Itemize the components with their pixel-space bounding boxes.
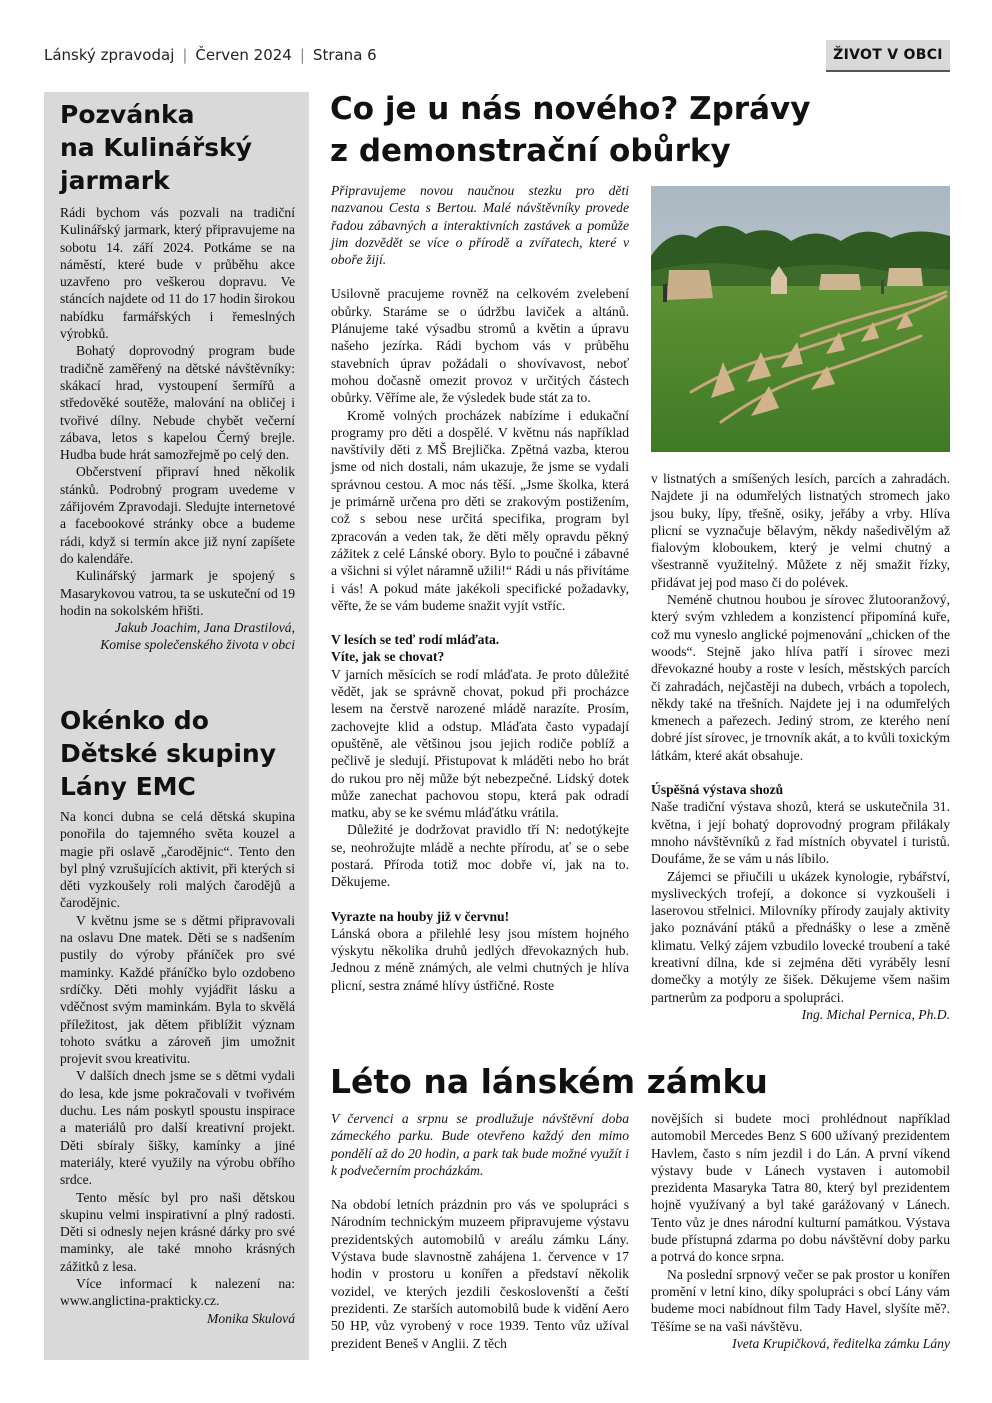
subheading: Víte, jak se chovat? xyxy=(331,649,445,665)
sidebar-article1-title xyxy=(60,98,252,197)
title-line: Lány EMC xyxy=(60,772,196,801)
zamek-column-left xyxy=(331,1110,629,1352)
title-line: z demonstrační obůrky xyxy=(330,133,731,169)
obora-article-title xyxy=(330,88,810,172)
paragraph: Kromě volných procházek nabízíme i edukační programy pro děti a dospělé. V květnu nás například navštívily děti z MŠ Brejlička. Zpětná vazba, kterou jsme od nich dostali, nám ukazuje, že jsme se vydali správnou cestou. A moc nás těší. „Jsme školka, která je primárně určena pro děti se zrakovým postižením, což s sebou nese určitá specifika, program byl zpracován a veden tak, že děti měly opravdu pěkný zážitek z celé Lánské obory. Bylo to poučné i zábavné a všichni si výlet náramně užili!“ Rádi u nás přivítáme i vás! A pokud máte jakékoli specifické požadavky, věřte, že se vám budeme snažit vyjít vstříc. xyxy=(331,407,629,613)
title-line: jarmark xyxy=(60,166,170,195)
paragraph: V jarních měsících se rodí mláďata. Je proto důležité vědět, jak se správně chovat, pokud při procházce lesem na čerstvě narozené mládě narazíte. Prosím, zachovejte klid a odstup. Mláďata často vypadají opuštěně, ale většinou jsou jejich rodiče poblíž a pečlivě je sledují. Přistupovat k mláděti nebo ho brát do rukou pro něj může být nebezpečné. Lidský dotek může zanechat pachovou stopu, která pak odradí matku, aby se ke svému mláďátku vrátila. xyxy=(331,666,629,821)
sidebar-article2-body xyxy=(60,808,295,1327)
paragraph: Důležité je dodržovat pravidlo tří N: nedotýkejte se, neohrožujte mládě a nechte přírodu, ať se o sebe postará. Příroda totiž moc dobře ví, jak na to. Děkujeme. xyxy=(331,822,629,890)
signature: Iveta Krupičková, ředitelka zámku Lány xyxy=(732,1335,950,1351)
sidebar-article1-body xyxy=(60,204,295,654)
paragraph: Naše tradiční výstava shozů, která se uskutečnila 31. května, i její bohatý doprovodný program přilákaly mnoho návštěvníků z řad místních obyvatel i turistů. Doufáme, že se vám u nás líbilo. xyxy=(651,799,950,867)
paragraph: Bohatý doprovodný program bude tradičně zaměřený na dětské návštěvníky: skákací hrad, vystoupení šermířů a středověké soutěže, malování na obličej i tvořivé dílny. Nebude chybět večerní zábava, letos s kapelou Černý brejle. Hudba bude hrát samozřejmě po celý den. xyxy=(60,343,295,463)
paragraph: Zájemci se přiučili u ukázek kynologie, rybářství, mysliveckých trofejí, a dokonce si vyzkoušeli i laserovou střelnici. Milovníky přírody zaujaly aktivity jako poznávání ptáků a přednášky o lese a změně klimatu. Velký zájem vzbudilo lovecké troubení a také kreativní dílna, kde si zejména děti vyráběly lesní domečky a motýly ze šišek. Děkujeme všem našim partnerům za podporu a spolupráci. xyxy=(651,868,950,1005)
obora-column-left xyxy=(331,182,629,994)
paragraph: Rádi bychom vás pozvali na tradiční Kulinářský jarmark, který připravujeme na sobotu 14. září 2024. Potkáme se na náměstí, které bude v průběhu akce uzavřeno pro veškerou dopravu. Ve stáncích najdete od 11 do 17 hodin širokou nabídku farmářských i řemeslných výrobků. xyxy=(60,205,295,342)
signature: Ing. Michal Pernica, Ph.D. xyxy=(801,1006,950,1022)
article-lead: Připravujeme novou naučnou stezku pro děti nazvanou Cesta s Bertou. Malé návštěvníky provede řadou zábavných a interaktivních zastávek a pomůže jim dozvědět se více o přírodě a zvířatech, které v oboře žijí. xyxy=(331,183,629,268)
title-line: Okénko do xyxy=(60,706,209,735)
section-label: ŽIVOT V OBCI xyxy=(826,40,950,72)
paragraph: Na poslední srpnový večer se pak prostor u konířen promění v letní kino, díky spolupráci s obcí Lány vám budeme moci nabídnout film Tady Havel, slyšíte mě?. Těšíme se na vaši návštěvu. xyxy=(651,1266,950,1334)
paragraph: Občerstvení připraví hned několik stánků. Podrobný program uvedeme v zářijovém Zpravodaji. Sledujte internetové a facebookové stránky obce a budeme rádi, když si termín akce již nyní zapíšete do kalendáře. xyxy=(60,464,295,566)
subheading: V lesích se teď rodí mláďata. xyxy=(331,632,500,648)
header-meta: Lánský zpravodaj | Červen 2024 | Strana 6 xyxy=(44,46,377,64)
title-line: na Kulinářský xyxy=(60,133,253,162)
paragraph: V dalších dnech jsme se s dětmi vydali do lesa, kde jsme pokračovali v tvořivém duchu. Les nám poskytl spoustu inspirace a materiálů pro další kreativní projekt. Děti sbíraly šišky, kamínky a jiné materiály, které využily na výrobu obřího srdce. xyxy=(60,1068,295,1188)
issue-date: Červen 2024 xyxy=(195,46,292,64)
paragraph: v listnatých a smíšených lesích, parcích a zahradách. Najdete ji na odumřelých listnatých stromech jako jsou buky, lípy, třešně, osiky, jeřáby a vrby. Hlíva plicní se vyznačuje bělavým, někdy našedivělým až fialovým kloboukem, který je velmi chutný a všestranně využitelný. Můžete z něj smažit řízky, přidávat jej pod maso či do polévek. xyxy=(651,471,950,590)
subheading: Vyrazte na houby již v červnu! xyxy=(331,908,510,924)
zamek-column-right xyxy=(651,1110,950,1352)
sidebar-box xyxy=(44,92,309,1360)
paragraph: Usilovně pracujeme rovněž na celkovém zvelebení obůrky. Staráme se o údržbu laviček a altánů. Plánujeme také výsadbu stromů a květin a úpravu našeho jezírka. Rádi bychom vás v průběhu stavebních úprav požádali o shovívavost, neboť mohou dočasně omezit provoz v určitých částech obůrky. Věříme ale, že výsledek bude stát za to. xyxy=(331,286,629,406)
article-lead: V červenci a srpnu se prodlužuje návštěvní doba zámeckého parku. Bude otevřeno každý den mimo pondělí až do 20 hodin, a park tak bude možné využít i k podvečerním procházkám. xyxy=(331,1111,629,1178)
sidebar-article2-title xyxy=(60,704,276,803)
page-number: Strana 6 xyxy=(312,46,377,64)
paragraph: Na období letních prázdnin pro vás ve spolupráci s Národním technickým muzeem připravujeme výstavu prezidentských automobilů v areálu zámku Lány. Výstava bude slavnostně zahájena 1. července v 17 hodin v prostoru u konířen a představí několik vozidel, ve kterých jezdili českoslovenští a čeští prezidenti. Ze starších automobilů bude k vidění Aero 50 HP, vůz vyrobený v roce 1939. Tento vůz užíval prezident Beneš v Anglii. Z těch xyxy=(331,1197,629,1351)
publication-name: Lánský zpravodaj xyxy=(44,46,175,64)
signature: Jakub Joachim, Jana Drastilová, xyxy=(114,620,295,636)
subheading: Úspěšná výstava shozů xyxy=(651,782,784,798)
paragraph: Na konci dubna se celá dětská skupina ponořila do tajemného světa kouzel a magie při oslavě „čarodějnic“. Tento den byl plný vzrušujících aktivit, při kterých si děti vyzkoušely roli malých čarodějů a čarodějnic. xyxy=(60,809,295,911)
paragraph: Kulinářský jarmark je spojený s Masarykovou vatrou, ta se uskuteční od 19 hodin na sokolském hřišti. xyxy=(60,568,295,618)
signature: Komise společenského života v obci xyxy=(100,637,295,653)
title-line: Co je u nás nového? Zprávy xyxy=(330,91,811,127)
antler-exhibition-photo xyxy=(651,186,950,452)
title-line: Pozvánka xyxy=(60,100,195,129)
obora-column-right xyxy=(651,470,950,1023)
signature: Monika Skulová xyxy=(207,1310,295,1326)
paragraph: Tento měsíc byl pro naši dětskou skupinu velmi inspirativní a plný radosti. Děti si odnesly nejen krásné dárky pro své maminky, ale také mnoho krásných zážitků z lesa. xyxy=(60,1189,295,1274)
paragraph: V květnu jsme se s dětmi připravovali na oslavu Dne matek. Děti se s nadšením pustily do výroby přáníček pro své maminky. Každé přáníčko bylo ozdobeno srdíčky. Děti mohly vyjádřit lásku a vděčnost svým maminkám. Byla to skvělá příležitost, jak dětem přiblížit význam tohoto svátku a zároveň jim umožnit projevit svou kreativitu. xyxy=(60,912,295,1067)
paragraph: Lánská obora a přilehlé lesy jsou místem hojného výskytu několika druhů jedlých dřevokazných hub. Jednou z méně známých, ale velmi chutných je hlíva plicní, sestra známé hlívy ústřičné. Roste xyxy=(331,925,629,993)
zamek-article-title: Léto na lánském zámku xyxy=(330,1062,768,1101)
paragraph: Neméně chutnou houbou je sírovec žlutooranžový, který svým vzhledem a konzistencí připomíná kuře, což mu vyneslo anglické pojmenování „chicken of the woods“. Stejně jako hlíva patří i sírovec mezi dřevokazné houby a roste v lesích, městských parcích či zahradách, nejčastěji na dubech, vrbách a topolech, někdy také na třešních. Najdete jej i na odumřelých kmenech a pařezech. Jediný strom, ze kterého není dobré jíst sírovec, je trnovník akát, a to kvůli toxickým látkám, které akát obsahuje. xyxy=(651,592,950,763)
title-line: Dětské skupiny xyxy=(60,739,277,768)
paragraph: novějších si budete moci prohlédnout například automobil Mercedes Benz S 600 užívaný prezidentem Havlem, často s ním jezdil i do Lán. A první víkend výstavy bude v Lánech vystaven i automobil prezidenta Masaryka Tatra 80, který byl prezidentem hojně využívaný a byl také garážovaný v Lánech. Tento vůz je dnes národní kulturní památkou. Výstava bude přístupná zdarma po dobu návštěvní doby parku a potrvá do konce srpna. xyxy=(651,1111,950,1265)
page-header xyxy=(44,40,950,70)
paragraph: Více informací k nalezení na: www.anglictina-prakticky.cz. xyxy=(60,1276,295,1309)
